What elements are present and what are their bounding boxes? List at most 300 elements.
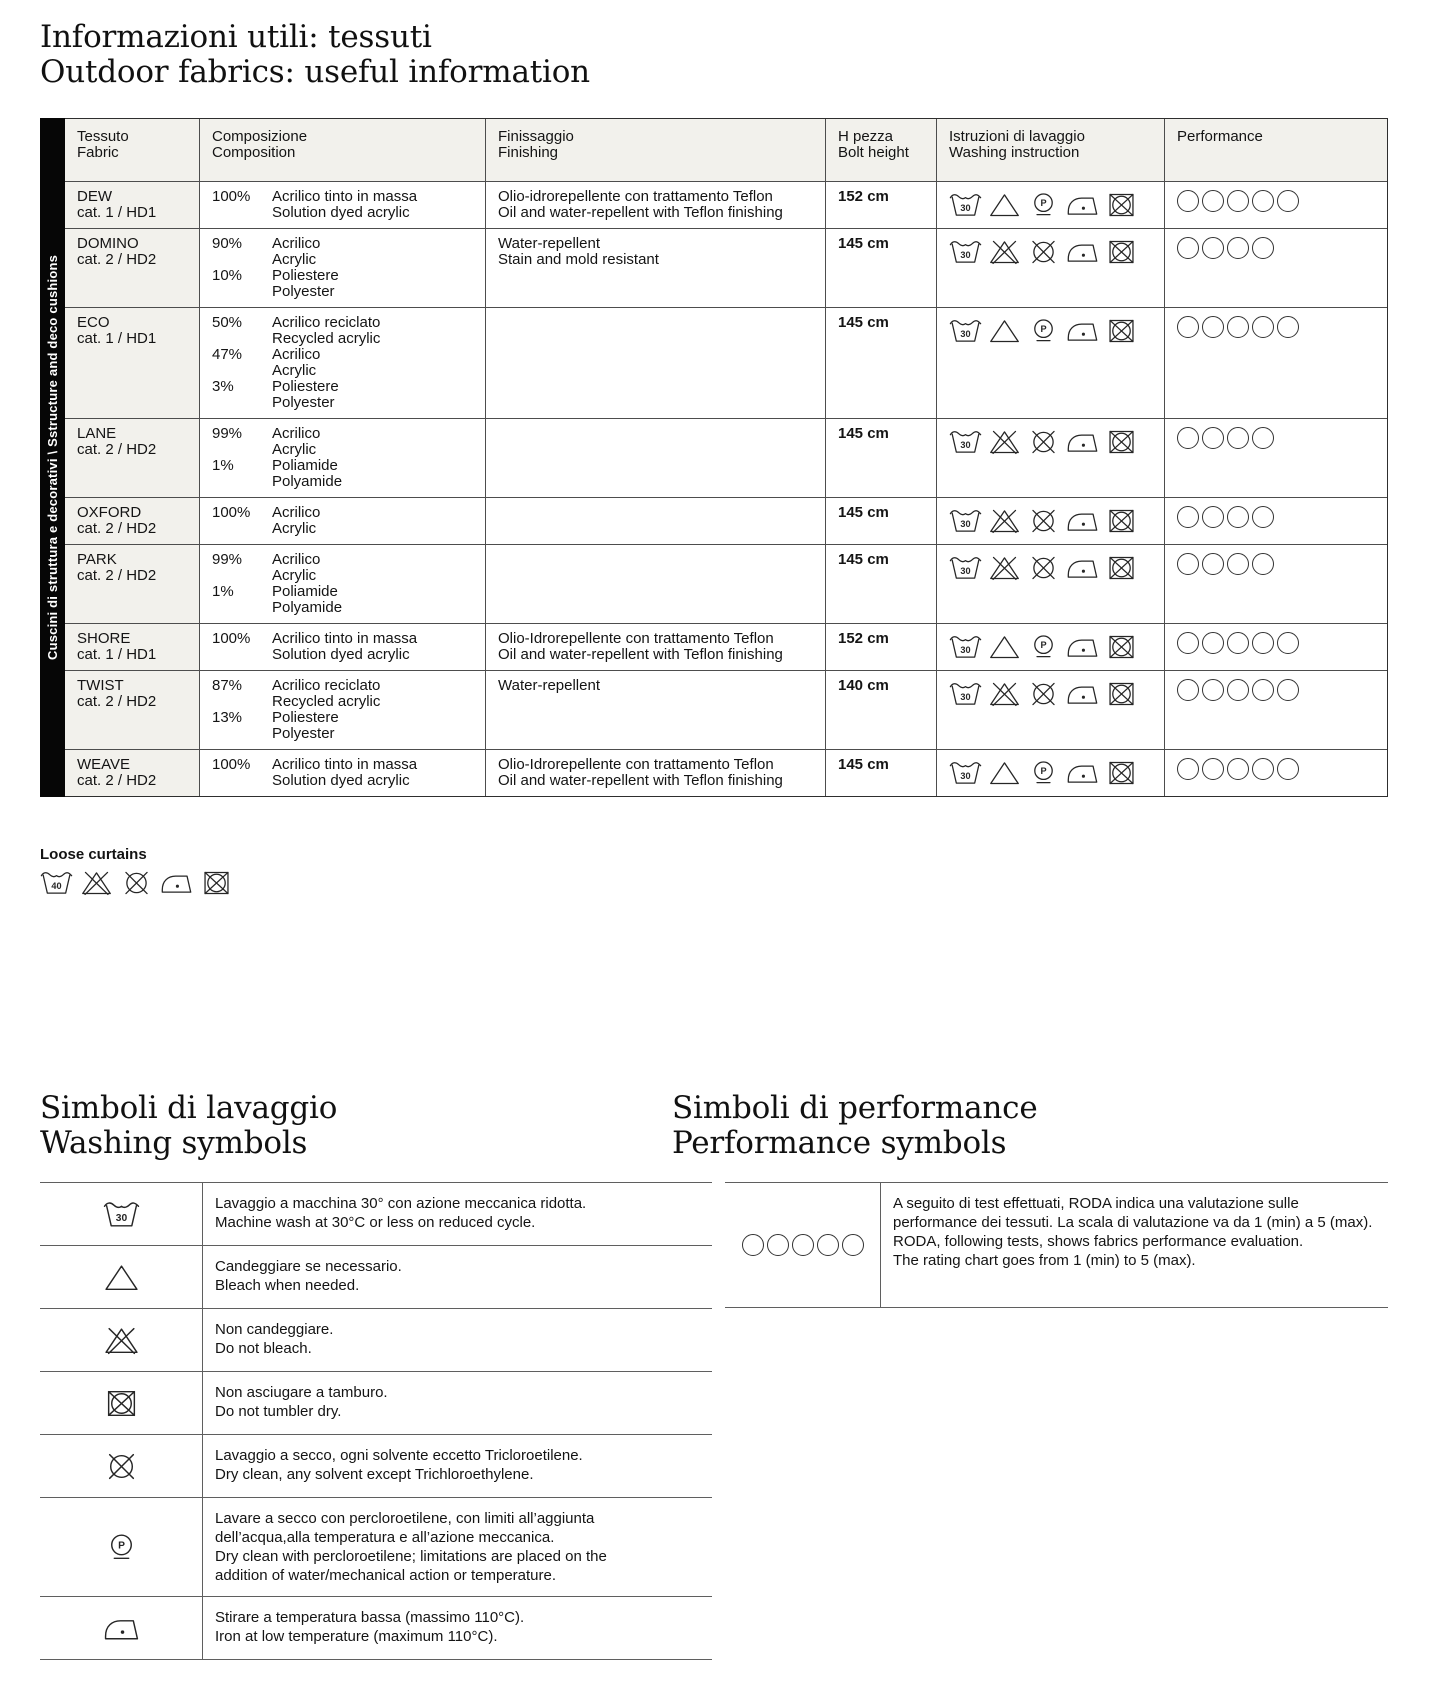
fabric-performance-rating xyxy=(1165,229,1387,307)
composition-material xyxy=(272,458,342,490)
material-line: Solution dyed acrylic xyxy=(272,772,410,789)
iron-low-icon xyxy=(1066,679,1099,709)
composition-entry xyxy=(212,268,477,300)
fabric-category: cat. 1 / HD1 xyxy=(77,646,157,663)
fabric-washing-icons xyxy=(937,750,1165,796)
composition-material xyxy=(272,505,320,537)
rating-circle xyxy=(767,1234,789,1256)
washing-symbol-text-it: Non asciugare a tamburo. xyxy=(215,1384,388,1401)
no-dry-clean-icon xyxy=(103,1450,140,1483)
performance-circle xyxy=(1202,553,1224,575)
performance-circle xyxy=(1202,758,1224,780)
no-bleach-icon xyxy=(988,427,1021,457)
composition-material xyxy=(272,236,320,268)
performance-circle xyxy=(1252,758,1274,780)
no-bleach-icon xyxy=(103,1324,140,1357)
material-line: Recycled acrylic xyxy=(272,330,381,347)
header-performance xyxy=(1165,119,1387,181)
performance-text-line: The rating chart goes from 1 (min) to 5 (max). xyxy=(893,1252,1196,1269)
composition-entry xyxy=(212,458,477,490)
no-tumble-dry-icon xyxy=(1105,316,1138,346)
fabric-name: WEAVE xyxy=(77,756,131,773)
page-title-en: Outdoor fabrics: useful information xyxy=(40,54,590,90)
performance-symbols-box xyxy=(725,1182,1388,1308)
washing-symbol-text-cell xyxy=(203,1246,712,1308)
no-tumble-dry-icon xyxy=(1105,758,1138,788)
dry-clean-p-icon xyxy=(1027,632,1060,662)
performance-circle xyxy=(1177,758,1199,780)
dry-clean-p-icon xyxy=(103,1531,140,1564)
composition-entry xyxy=(212,315,477,347)
composition-entry xyxy=(212,189,477,221)
washing-symbol-text xyxy=(215,1320,660,1358)
washing-symbol-text-en: Do not bleach. xyxy=(215,1340,312,1357)
material-line: Acrilico tinto in massa xyxy=(272,756,418,773)
fabric-row xyxy=(65,308,1387,419)
material-line: Poliamide xyxy=(272,583,338,600)
fabric-name: SHORE xyxy=(77,630,131,647)
iron-low-icon xyxy=(1066,427,1099,457)
performance-circle xyxy=(1252,632,1274,654)
washing-symbol-text xyxy=(215,1194,660,1232)
fabric-bolt-height: 145 cm xyxy=(826,545,937,623)
wash-30-icon xyxy=(949,506,982,536)
performance-circle xyxy=(1227,758,1249,780)
washing-symbol-text-en: Dry clean, any solvent except Trichloroethylene. xyxy=(215,1466,534,1483)
washing-symbol-text-it: Stirare a temperatura bassa (massimo 110°C). xyxy=(215,1609,525,1626)
fabric-table xyxy=(40,118,1388,797)
washing-symbol-text xyxy=(215,1608,660,1646)
fabric-composition-cell xyxy=(200,419,486,497)
bleach-allowed-icon xyxy=(988,758,1021,788)
fabric-rows xyxy=(65,182,1387,796)
iron-low-icon xyxy=(1066,632,1099,662)
wash-30-icon xyxy=(949,316,982,346)
performance-circle xyxy=(1252,237,1274,259)
performance-circle xyxy=(1227,553,1249,575)
performance-circle xyxy=(1252,553,1274,575)
fabric-finishing-cell xyxy=(486,545,826,623)
performance-text-line: performance dei tessuti. La scala di valutazione va da 1 (min) a 5 (max). xyxy=(893,1214,1373,1231)
fabric-finishing-cell xyxy=(486,182,826,228)
fabric-table-header-row xyxy=(65,119,1387,182)
loose-curtains xyxy=(40,846,233,898)
fabric-category: cat. 1 / HD1 xyxy=(77,204,157,221)
fabric-performance-rating xyxy=(1165,498,1387,544)
washing-symbol-row xyxy=(40,1183,712,1246)
fabric-row xyxy=(65,750,1387,796)
fabric-washing-icons xyxy=(937,229,1165,307)
dry-clean-p-icon xyxy=(1027,316,1060,346)
fabric-name: TWIST xyxy=(77,677,124,694)
wash-40-icon xyxy=(40,868,73,898)
header-composition-it: Composizione xyxy=(212,128,308,145)
page-title-it: Informazioni utili: tessuti xyxy=(40,19,432,55)
finishing-line: Olio-Idrorepellente con trattamento Teflon xyxy=(498,630,774,647)
header-composition xyxy=(200,119,486,181)
material-line: Polyamide xyxy=(272,599,343,616)
performance-circle xyxy=(1252,316,1274,338)
loose-curtains-icons xyxy=(40,868,233,898)
composition-entry xyxy=(212,631,477,663)
fabric-category: cat. 2 / HD2 xyxy=(77,567,157,584)
composition-percent: 1% xyxy=(212,457,234,474)
fabric-performance-rating xyxy=(1165,671,1387,749)
no-dry-clean-icon xyxy=(1027,553,1060,583)
washing-symbol-text-it: Lavaggio a secco, ogni solvente eccetto Tricloroetilene. xyxy=(215,1447,583,1464)
performance-circle xyxy=(1227,190,1249,212)
material-line: Acrilico reciclato xyxy=(272,314,381,331)
fabric-washing-icons xyxy=(937,671,1165,749)
washing-symbol-text-it: Lavaggio a macchina 30° con azione meccanica ridotta. xyxy=(215,1195,587,1212)
performance-circle xyxy=(1277,190,1299,212)
washing-symbols-table xyxy=(40,1182,712,1660)
wash-30-icon xyxy=(949,632,982,662)
performance-circle xyxy=(1202,679,1224,701)
material-line: Acrilico tinto in massa xyxy=(272,188,418,205)
fabric-row xyxy=(65,498,1387,545)
category-sidebar-label: Cuscini di struttura e decorativi \ Sstructure and deco cushions xyxy=(45,254,60,661)
fabric-row xyxy=(65,545,1387,624)
washing-symbol-row xyxy=(40,1372,712,1435)
fabric-performance-rating xyxy=(1165,308,1387,418)
performance-circle xyxy=(1277,632,1299,654)
header-finishing-en: Finishing xyxy=(498,144,559,161)
fabric-composition-cell xyxy=(200,498,486,544)
iron-low-icon xyxy=(1066,506,1099,536)
fabric-performance-rating xyxy=(1165,624,1387,670)
washing-symbol-icon-cell xyxy=(40,1183,203,1245)
fabric-name: DOMINO xyxy=(77,235,139,252)
no-tumble-dry-icon xyxy=(1105,679,1138,709)
no-bleach-icon xyxy=(988,237,1021,267)
fabric-finishing-cell xyxy=(486,624,826,670)
no-tumble-dry-icon xyxy=(1105,553,1138,583)
wash-30-icon xyxy=(949,758,982,788)
washing-symbol-text-en: Iron at low temperature (maximum 110°C). xyxy=(215,1628,498,1645)
composition-material xyxy=(272,189,417,221)
no-dry-clean-icon xyxy=(120,868,153,898)
performance-circle xyxy=(1227,237,1249,259)
category-sidebar xyxy=(40,118,65,797)
fabric-name: ECO xyxy=(77,314,110,331)
composition-percent: 100% xyxy=(212,504,251,521)
performance-symbols-title-en: Performance symbols xyxy=(672,1125,1007,1161)
performance-circle xyxy=(1177,553,1199,575)
fabric-bolt-height: 145 cm xyxy=(826,498,937,544)
no-tumble-dry-icon xyxy=(1105,190,1138,220)
fabric-name-cell xyxy=(65,750,200,796)
material-line: Polyester xyxy=(272,394,335,411)
fabric-bolt-height: 152 cm xyxy=(826,624,937,670)
composition-percent: 3% xyxy=(212,378,234,395)
performance-circle xyxy=(1252,190,1274,212)
composition-percent: 50% xyxy=(212,314,243,331)
no-tumble-dry-icon xyxy=(1105,237,1138,267)
composition-percent: 100% xyxy=(212,630,251,647)
washing-symbol-text-en: Machine wash at 30°C or less on reduced cycle. xyxy=(215,1214,536,1231)
rating-circle xyxy=(842,1234,864,1256)
finishing-line: Olio-Idrorepellente con trattamento Teflon xyxy=(498,756,774,773)
iron-low-icon xyxy=(1066,758,1099,788)
washing-symbol-icon-cell xyxy=(40,1246,203,1308)
performance-circle xyxy=(1227,632,1249,654)
washing-symbol-text xyxy=(215,1446,660,1484)
header-finishing-it: Finissaggio xyxy=(498,128,574,145)
fabric-composition-cell xyxy=(200,624,486,670)
performance-circle xyxy=(1202,427,1224,449)
header-bolt-height xyxy=(826,119,937,181)
composition-material xyxy=(272,268,339,300)
material-line: Acrylic xyxy=(272,567,317,584)
washing-symbol-text-en: Dry clean with percloroetilene; limitations are placed on the addition of water/mechanical action or temperature. xyxy=(215,1548,607,1584)
fabric-table-grid xyxy=(65,118,1388,797)
composition-material xyxy=(272,347,320,379)
composition-material xyxy=(272,631,417,663)
washing-symbol-icon-cell xyxy=(40,1597,203,1659)
performance-circle xyxy=(1202,190,1224,212)
material-line: Solution dyed acrylic xyxy=(272,204,410,221)
fabric-row xyxy=(65,229,1387,308)
header-fabric xyxy=(65,119,200,181)
wash-30-icon xyxy=(103,1198,140,1231)
performance-circle xyxy=(1252,679,1274,701)
composition-material xyxy=(272,757,417,789)
iron-low-icon xyxy=(160,868,193,898)
fabric-washing-icons xyxy=(937,182,1165,228)
bleach-allowed-icon xyxy=(988,190,1021,220)
composition-percent: 13% xyxy=(212,709,243,726)
performance-circle xyxy=(1177,316,1199,338)
material-line: Poliamide xyxy=(272,457,338,474)
material-line: Acrilico xyxy=(272,551,321,568)
material-line: Acrilico xyxy=(272,235,321,252)
bleach-allowed-icon xyxy=(988,632,1021,662)
composition-percent: 100% xyxy=(212,188,251,205)
fabric-name-cell xyxy=(65,545,200,623)
fabric-name: OXFORD xyxy=(77,504,142,521)
finishing-line: Oil and water-repellent with Teflon finishing xyxy=(498,772,783,789)
performance-circle xyxy=(1177,632,1199,654)
performance-circle xyxy=(1277,679,1299,701)
material-line: Acrilico tinto in massa xyxy=(272,630,418,647)
composition-percent: 90% xyxy=(212,235,243,252)
iron-low-icon xyxy=(103,1612,140,1645)
fabric-bolt-height: 140 cm xyxy=(826,671,937,749)
fabric-finishing-cell xyxy=(486,419,826,497)
washing-symbol-text-it: Lavare a secco con percloroetilene, con limiti all’aggiunta dell’acqua,alla temperatura e all’azione meccanica. xyxy=(215,1510,595,1546)
performance-circle xyxy=(1177,237,1199,259)
performance-circle xyxy=(1227,679,1249,701)
washing-symbol-text xyxy=(215,1383,660,1421)
composition-percent: 87% xyxy=(212,677,243,694)
finishing-line: Stain and mold resistant xyxy=(498,251,659,268)
fabric-performance-rating xyxy=(1165,545,1387,623)
washing-symbol-row xyxy=(40,1498,712,1597)
fabric-washing-icons xyxy=(937,498,1165,544)
material-line: Acrilico xyxy=(272,425,321,442)
material-line: Polyester xyxy=(272,283,335,300)
no-dry-clean-icon xyxy=(1027,237,1060,267)
no-tumble-dry-icon xyxy=(200,868,233,898)
composition-percent: 99% xyxy=(212,551,243,568)
loose-curtains-label: Loose curtains xyxy=(40,846,147,863)
header-performance-it: Performance xyxy=(1177,128,1263,145)
composition-entry xyxy=(212,379,477,411)
performance-circle xyxy=(1277,316,1299,338)
iron-low-icon xyxy=(1066,553,1099,583)
fabric-washing-icons xyxy=(937,308,1165,418)
no-bleach-icon xyxy=(988,679,1021,709)
fabric-composition-cell xyxy=(200,229,486,307)
material-line: Recycled acrylic xyxy=(272,693,381,710)
finishing-line: Water-repellent xyxy=(498,235,600,252)
fabric-finishing-cell xyxy=(486,750,826,796)
performance-circle xyxy=(1177,506,1199,528)
fabric-name: PARK xyxy=(77,551,117,568)
performance-rating-circles xyxy=(725,1183,881,1307)
header-bolt-height-it: H pezza xyxy=(838,128,894,145)
performance-circle xyxy=(1177,190,1199,212)
composition-entry xyxy=(212,678,477,710)
composition-entry xyxy=(212,426,477,458)
performance-circle xyxy=(1252,506,1274,528)
washing-symbol-text-cell xyxy=(203,1597,712,1659)
composition-material xyxy=(272,584,342,616)
material-line: Acrilico reciclato xyxy=(272,677,381,694)
material-line: Acrylic xyxy=(272,362,317,379)
wash-30-icon xyxy=(949,237,982,267)
header-composition-en: Composition xyxy=(212,144,296,161)
wash-30-icon xyxy=(949,190,982,220)
no-dry-clean-icon xyxy=(1027,506,1060,536)
washing-symbol-text-cell xyxy=(203,1498,712,1596)
performance-circle xyxy=(1227,427,1249,449)
fabric-category: cat. 2 / HD2 xyxy=(77,441,157,458)
fabric-name-cell xyxy=(65,419,200,497)
fabric-name-cell xyxy=(65,624,200,670)
iron-low-icon xyxy=(1066,237,1099,267)
fabric-performance-rating xyxy=(1165,419,1387,497)
wash-30-icon xyxy=(949,553,982,583)
fabric-row xyxy=(65,671,1387,750)
fabric-category: cat. 2 / HD2 xyxy=(77,772,157,789)
washing-symbol-row xyxy=(40,1309,712,1372)
rating-circle xyxy=(792,1234,814,1256)
material-line: Acrylic xyxy=(272,251,317,268)
composition-entry xyxy=(212,552,477,584)
no-tumble-dry-icon xyxy=(1105,506,1138,536)
rating-circle xyxy=(817,1234,839,1256)
washing-symbol-text-cell xyxy=(203,1435,712,1497)
fabric-name: LANE xyxy=(77,425,117,442)
material-line: Polyester xyxy=(272,725,335,742)
performance-text-line: RODA, following tests, shows fabrics performance evaluation. xyxy=(893,1233,1304,1250)
washing-symbol-row xyxy=(40,1435,712,1498)
composition-material xyxy=(272,552,320,584)
performance-symbols-title-it: Simboli di performance xyxy=(672,1090,1038,1126)
material-line: Polyamide xyxy=(272,473,343,490)
no-dry-clean-icon xyxy=(1027,427,1060,457)
no-bleach-icon xyxy=(80,868,113,898)
washing-symbol-icon-cell xyxy=(40,1372,203,1434)
composition-percent: 99% xyxy=(212,425,243,442)
composition-entry xyxy=(212,236,477,268)
performance-circle xyxy=(1202,506,1224,528)
header-washing-en: Washing instruction xyxy=(949,144,1080,161)
performance-circle xyxy=(1202,632,1224,654)
fabric-washing-icons xyxy=(937,419,1165,497)
washing-symbol-text-cell xyxy=(203,1309,712,1371)
fabric-composition-cell xyxy=(200,545,486,623)
fabric-row xyxy=(65,182,1387,229)
material-line: Acrylic xyxy=(272,441,317,458)
fabric-bolt-height: 145 cm xyxy=(826,750,937,796)
fabric-finishing-cell xyxy=(486,229,826,307)
washing-symbol-text-it: Candeggiare se necessario. xyxy=(215,1258,402,1275)
washing-symbol-text-en: Do not tumbler dry. xyxy=(215,1403,342,1420)
header-fabric-it: Tessuto xyxy=(77,128,129,145)
fabric-finishing-cell xyxy=(486,308,826,418)
wash-30-icon xyxy=(949,427,982,457)
performance-text-line: A seguito di test effettuati, RODA indica una valutazione sulle xyxy=(893,1195,1299,1212)
rating-circle xyxy=(742,1234,764,1256)
fabric-name-cell xyxy=(65,229,200,307)
performance-circle xyxy=(1202,316,1224,338)
bleach-allowed-icon xyxy=(988,316,1021,346)
performance-circle xyxy=(1227,506,1249,528)
fabric-bolt-height: 152 cm xyxy=(826,182,937,228)
fabric-composition-cell xyxy=(200,671,486,749)
performance-circle xyxy=(1177,427,1199,449)
washing-symbol-text-cell xyxy=(203,1372,712,1434)
no-tumble-dry-icon xyxy=(1105,427,1138,457)
composition-percent: 1% xyxy=(212,583,234,600)
no-tumble-dry-icon xyxy=(1105,632,1138,662)
fabric-name-cell xyxy=(65,498,200,544)
fabric-category: cat. 2 / HD2 xyxy=(77,251,157,268)
fabric-performance-rating xyxy=(1165,750,1387,796)
composition-entry xyxy=(212,757,477,789)
material-line: Acrylic xyxy=(272,520,317,537)
fabric-composition-cell xyxy=(200,182,486,228)
composition-material xyxy=(272,426,320,458)
washing-symbol-icon-cell xyxy=(40,1309,203,1371)
fabric-category: cat. 1 / HD1 xyxy=(77,330,157,347)
page-title xyxy=(40,20,590,90)
fabric-bolt-height: 145 cm xyxy=(826,229,937,307)
material-line: Poliestere xyxy=(272,709,339,726)
washing-symbol-text-cell xyxy=(203,1183,712,1245)
fabric-row xyxy=(65,419,1387,498)
header-bolt-height-en: Bolt height xyxy=(838,144,909,161)
fabric-bolt-height: 145 cm xyxy=(826,308,937,418)
composition-material xyxy=(272,710,339,742)
fabric-name-cell xyxy=(65,671,200,749)
composition-entry xyxy=(212,710,477,742)
iron-low-icon xyxy=(1066,316,1099,346)
fabric-performance-rating xyxy=(1165,182,1387,228)
bleach-allowed-icon xyxy=(103,1261,140,1294)
finishing-line: Olio-idrorepellente con trattamento Teflon xyxy=(498,188,773,205)
dry-clean-p-icon xyxy=(1027,758,1060,788)
performance-circle xyxy=(1277,758,1299,780)
fabric-washing-icons xyxy=(937,545,1165,623)
no-bleach-icon xyxy=(988,553,1021,583)
composition-percent: 47% xyxy=(212,346,243,363)
fabric-bolt-height: 145 cm xyxy=(826,419,937,497)
composition-percent: 10% xyxy=(212,267,243,284)
